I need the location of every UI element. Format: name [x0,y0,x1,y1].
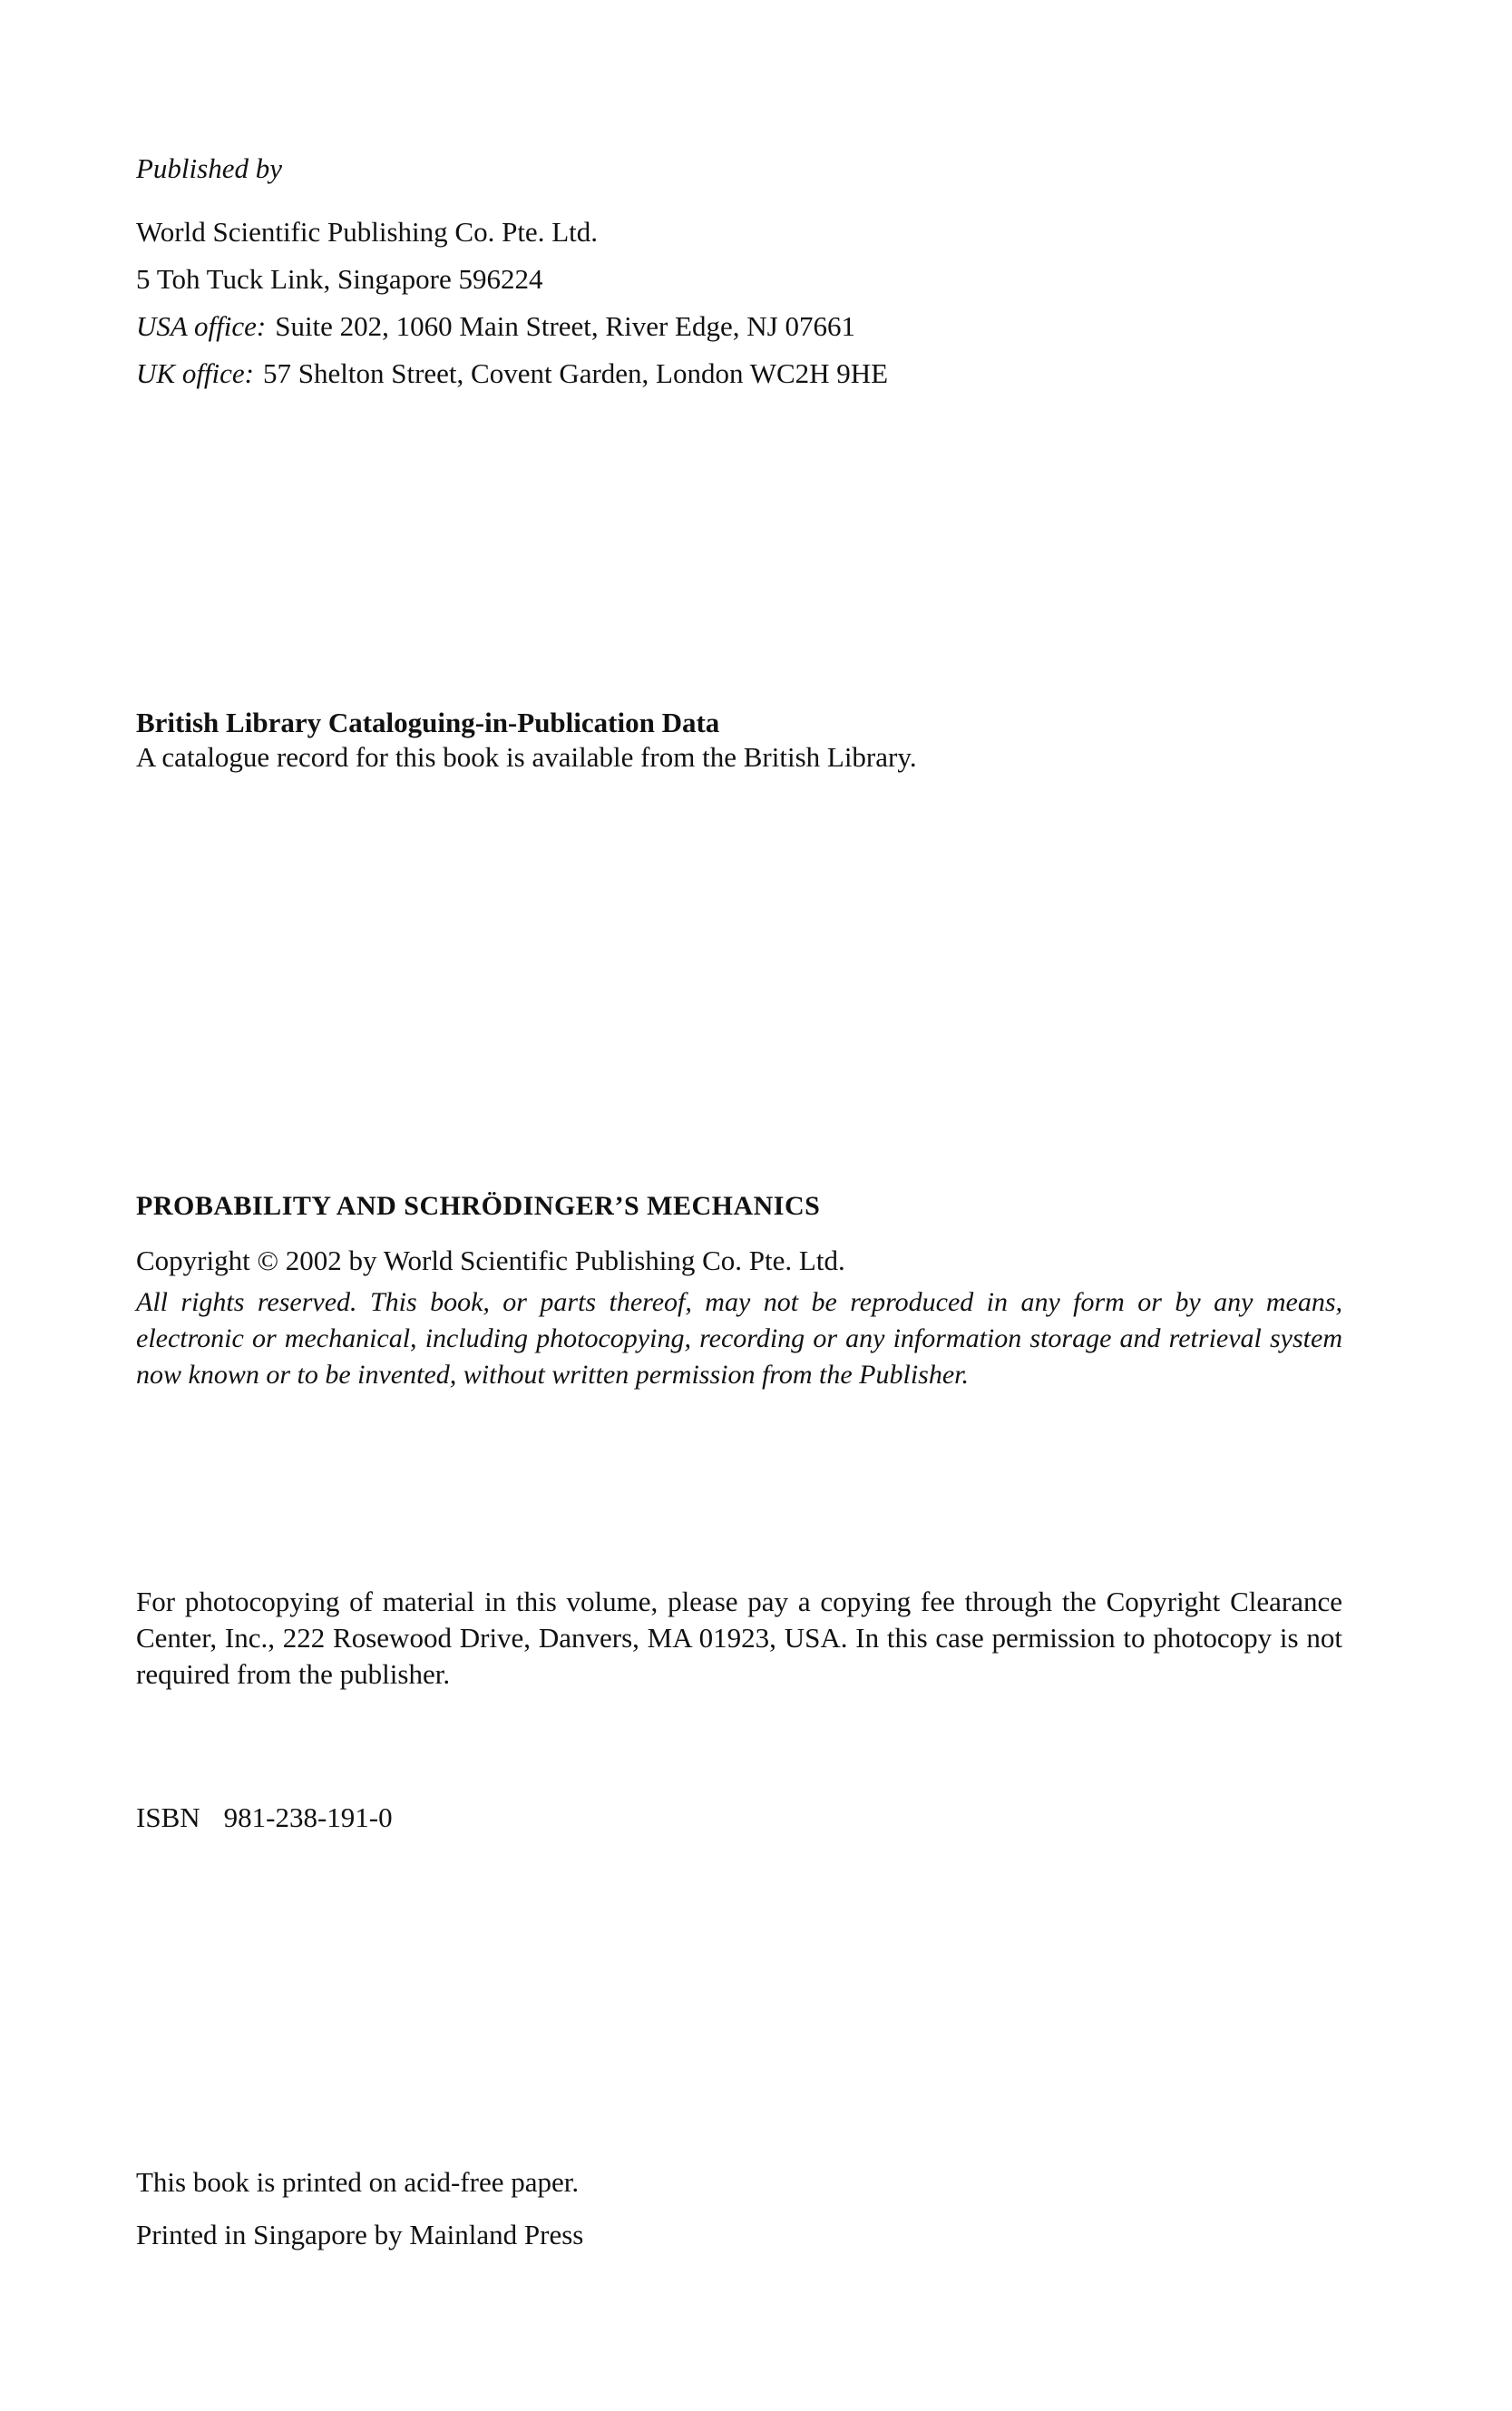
isbn-value: 981-238-191-0 [223,1801,393,1833]
printing-block [136,2159,1342,2259]
published-by-label: Published by [136,152,282,184]
publisher-name: World Scientific Publishing Co. Pte. Ltd. [136,216,598,248]
usa-office-address: Suite 202, 1060 Main Street, River Edge, NJ 07661 [275,310,855,342]
usa-office-line [136,303,1342,350]
uk-office-line [136,350,1342,397]
rights-statement: All rights reserved. This book, or parts thereof, may not be reproduced in any form or by any means, electronic or mechanical, including photocopying, recording or any information storage and retrieval system now known or to be invented, without written permission from the Publisher. [136,1287,1342,1390]
photocopy-text: For photocopying of material in this volume, please pay a copying fee through the Copyright Clearance Center, Inc., 222 Rosewood Drive, Danvers, MA 01923, USA. In this case permission to photocopy is not required from the publisher. [136,1586,1342,1690]
uk-office-label: UK office: [136,357,254,389]
cip-text: A catalogue record for this book is available from the British Library. [136,741,917,773]
usa-office-label: USA office: [136,310,267,342]
photocopy-block [136,1584,1342,1693]
cip-heading: British Library Cataloguing-in-Publication Data [136,707,720,738]
printed-in-note: Printed in Singapore by Mainland Press [136,2219,584,2250]
copyright-block [136,1186,1342,1393]
uk-office-address: 57 Shelton Street, Covent Garden, London WC2H 9HE [263,357,889,389]
isbn-label: ISBN [136,1801,200,1833]
publisher-block [136,145,1342,397]
copyright-notice: Copyright © 2002 by World Scientific Publishing Co. Pte. Ltd. [136,1245,845,1276]
isbn-block [136,1794,1342,1841]
isbn-line [136,1794,1342,1841]
book-title: PROBABILITY AND SCHRÖDINGER’S MECHANICS [136,1191,821,1221]
publisher-address: 5 Toh Tuck Link, Singapore 596224 [136,263,543,295]
cip-block [136,706,1342,775]
acid-free-paper-note: This book is printed on acid-free paper. [136,2166,580,2198]
